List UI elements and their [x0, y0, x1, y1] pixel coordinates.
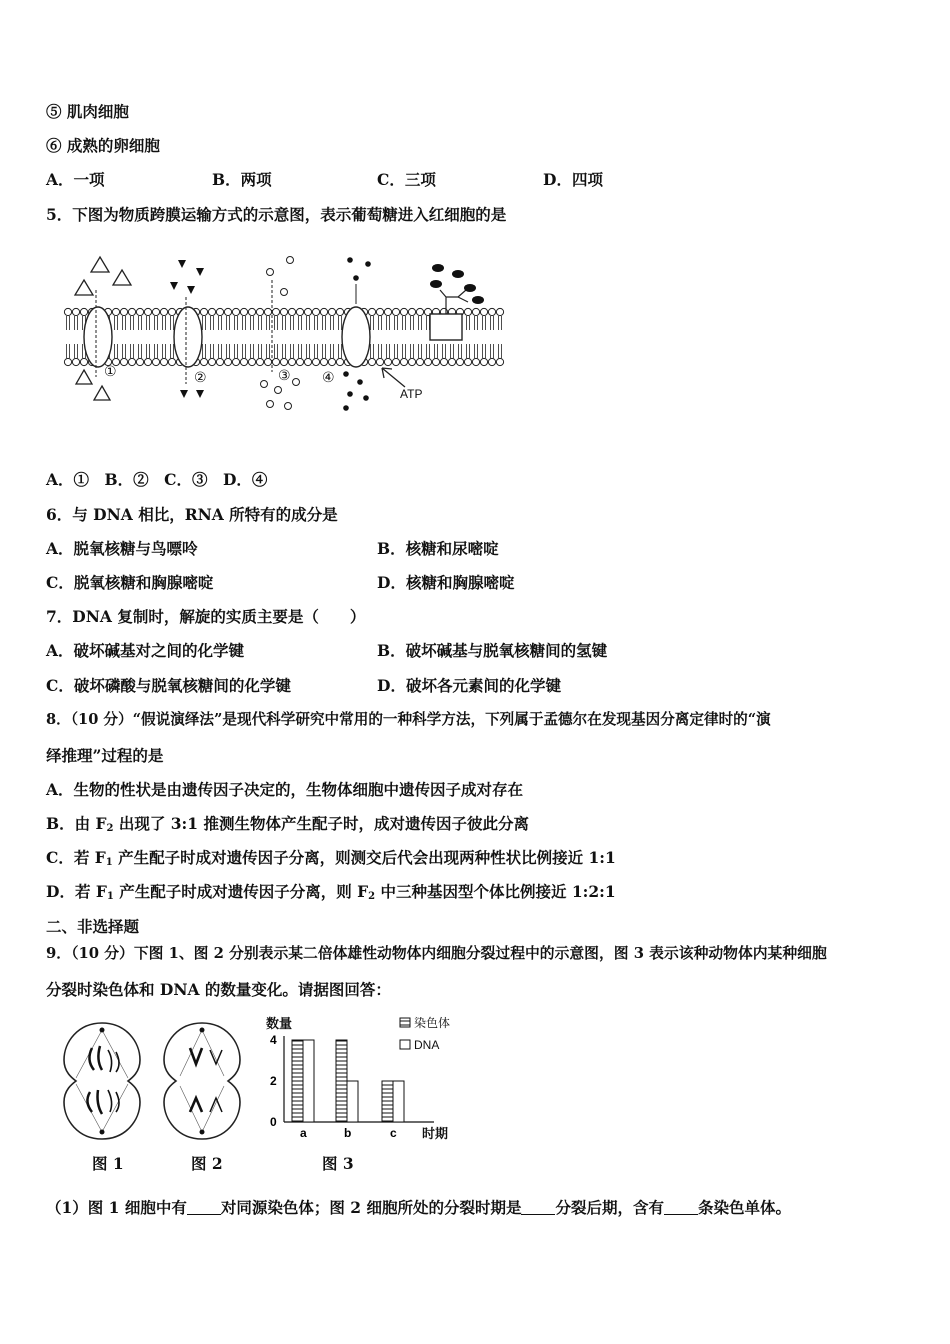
- bar-chromosome-a: [292, 1040, 303, 1122]
- item-5: ⑤ 肌肉细胞: [46, 102, 129, 121]
- legend-swatch-dna: [400, 1040, 410, 1049]
- bar-dna-a: [303, 1040, 314, 1122]
- q7-option-a[interactable]: A．破坏碱基对之间的化学键: [46, 641, 245, 660]
- figure-1-label: 图 1: [92, 1154, 124, 1173]
- channel-protein-2: [174, 307, 202, 367]
- bar-chromosome-c: [382, 1081, 393, 1122]
- item-6: ⑥ 成熟的卵细胞: [46, 136, 160, 155]
- q8-option-c[interactable]: C．若 $F_1$ 产生配子时成对遗传因子分离，则测交后代会出现两种性状比例接近 1:1: [46, 848, 616, 868]
- figure-3-label: 图 3: [322, 1154, 354, 1173]
- q9-stem-line1: 9．（10 分）下图 1、图 2 分别表示某二倍体雄性动物体内细胞分裂过程中的示意图，图 3 表示该种动物体内某种细胞: [46, 945, 827, 962]
- receptor-protein: [430, 314, 462, 340]
- q6-stem: 6．与 DNA 相比，RNA 所特有的成分是: [46, 505, 338, 524]
- q4-option-c[interactable]: C．三项: [377, 170, 436, 189]
- marker-1: ①: [104, 363, 117, 379]
- q8-option-d[interactable]: D．若 $F_1$ 产生配子时成对遗传因子分离，则 $F_2$ 中三种基因型个体比例接近 1:2:1: [46, 882, 616, 902]
- atp-label: ATP: [400, 387, 423, 401]
- q5-options[interactable]: A．① B．② C．③ D．④: [46, 470, 268, 489]
- q4-option-b[interactable]: B．两项: [212, 170, 272, 189]
- legend-label-chromosome: 染色体: [414, 1016, 451, 1030]
- q6-option-b[interactable]: B．核糖和尿嘧啶: [377, 539, 499, 558]
- q9-stem-line2: 分裂时染色体和 DNA 的数量变化。请据图回答：: [46, 980, 391, 999]
- q8-option-a[interactable]: A．生物的性状是由遗传因子决定的，生物体细胞中遗传因子成对存在: [46, 780, 524, 799]
- answer-blank-2[interactable]: [521, 1200, 555, 1215]
- q4-option-d[interactable]: D．四项: [543, 170, 603, 189]
- q6-option-a[interactable]: A．脱氧核糖与鸟嘌呤: [46, 539, 198, 558]
- legend-label-dna: DNA: [414, 1038, 440, 1052]
- bar-chromosome-b: [336, 1040, 347, 1122]
- membrane-transport-figure: [60, 252, 510, 427]
- y-tick-label: 4: [270, 1033, 277, 1047]
- legend: [400, 1015, 450, 1052]
- q8-option-b[interactable]: B．由 $F_2$ 出现了 3:1 推测生物体产生配子时，成对遗传因子彼此分离: [46, 814, 529, 834]
- q7-option-b[interactable]: B．破坏碱基与脱氧核糖间的氢键: [377, 641, 608, 660]
- figure-1-cell: [56, 1020, 148, 1142]
- y-tick-label: 0: [270, 1115, 277, 1129]
- x-tick-label: c: [390, 1126, 397, 1140]
- section-title: 二、非选择题: [46, 917, 140, 936]
- q4-option-a[interactable]: A．一项: [46, 170, 105, 189]
- marker-2: ②: [194, 369, 207, 385]
- answer-blank-3[interactable]: [664, 1200, 698, 1215]
- q8-stem-line2: 绎推理”过程的是: [46, 746, 164, 765]
- y-axis-label: 数量: [266, 1016, 293, 1031]
- channel-protein-1: [84, 307, 112, 367]
- marker-4: ④: [322, 369, 335, 385]
- x-axis-label: 时期: [422, 1126, 449, 1141]
- figure-3-chart: [258, 1012, 468, 1144]
- q7-option-c[interactable]: C．破坏磷酸与脱氧核糖间的化学键: [46, 676, 291, 695]
- answer-blank-1[interactable]: [187, 1200, 221, 1215]
- legend-swatch-chromosome: [400, 1018, 410, 1027]
- q7-stem: 7．DNA 复制时，解旋的实质主要是（ ）: [46, 607, 366, 626]
- q9-sub1: （1）图 1 细胞中有 对同源染色体；图 2 细胞所处的分裂时期是 分裂后期，含有 条染色单体。: [46, 1198, 791, 1217]
- y-tick-label: 2: [270, 1074, 277, 1088]
- marker-3: ③: [278, 367, 291, 383]
- q8-stem-line1: 8．（10 分）“假说演绎法”是现代科学研究中常用的一种科学方法，下列属于孟德尔在发现基因分离定律时的“演: [46, 711, 771, 728]
- q5-stem: 5．下图为物质跨膜运输方式的示意图，表示葡萄糖进入红细胞的是: [46, 205, 507, 224]
- bar-dna-b: [347, 1081, 358, 1122]
- q7-option-d[interactable]: D．破坏各元素间的化学键: [377, 676, 561, 695]
- q6-option-c[interactable]: C．脱氧核糖和胸腺嘧啶: [46, 573, 214, 592]
- x-tick-label: b: [344, 1126, 352, 1140]
- figure-2-cell: [156, 1020, 248, 1142]
- x-tick-label: a: [300, 1126, 307, 1140]
- channel-protein-4: [342, 307, 370, 367]
- q6-option-d[interactable]: D．核糖和胸腺嘧啶: [377, 573, 515, 592]
- figure-2-label: 图 2: [191, 1154, 223, 1173]
- bar-dna-c: [393, 1081, 404, 1122]
